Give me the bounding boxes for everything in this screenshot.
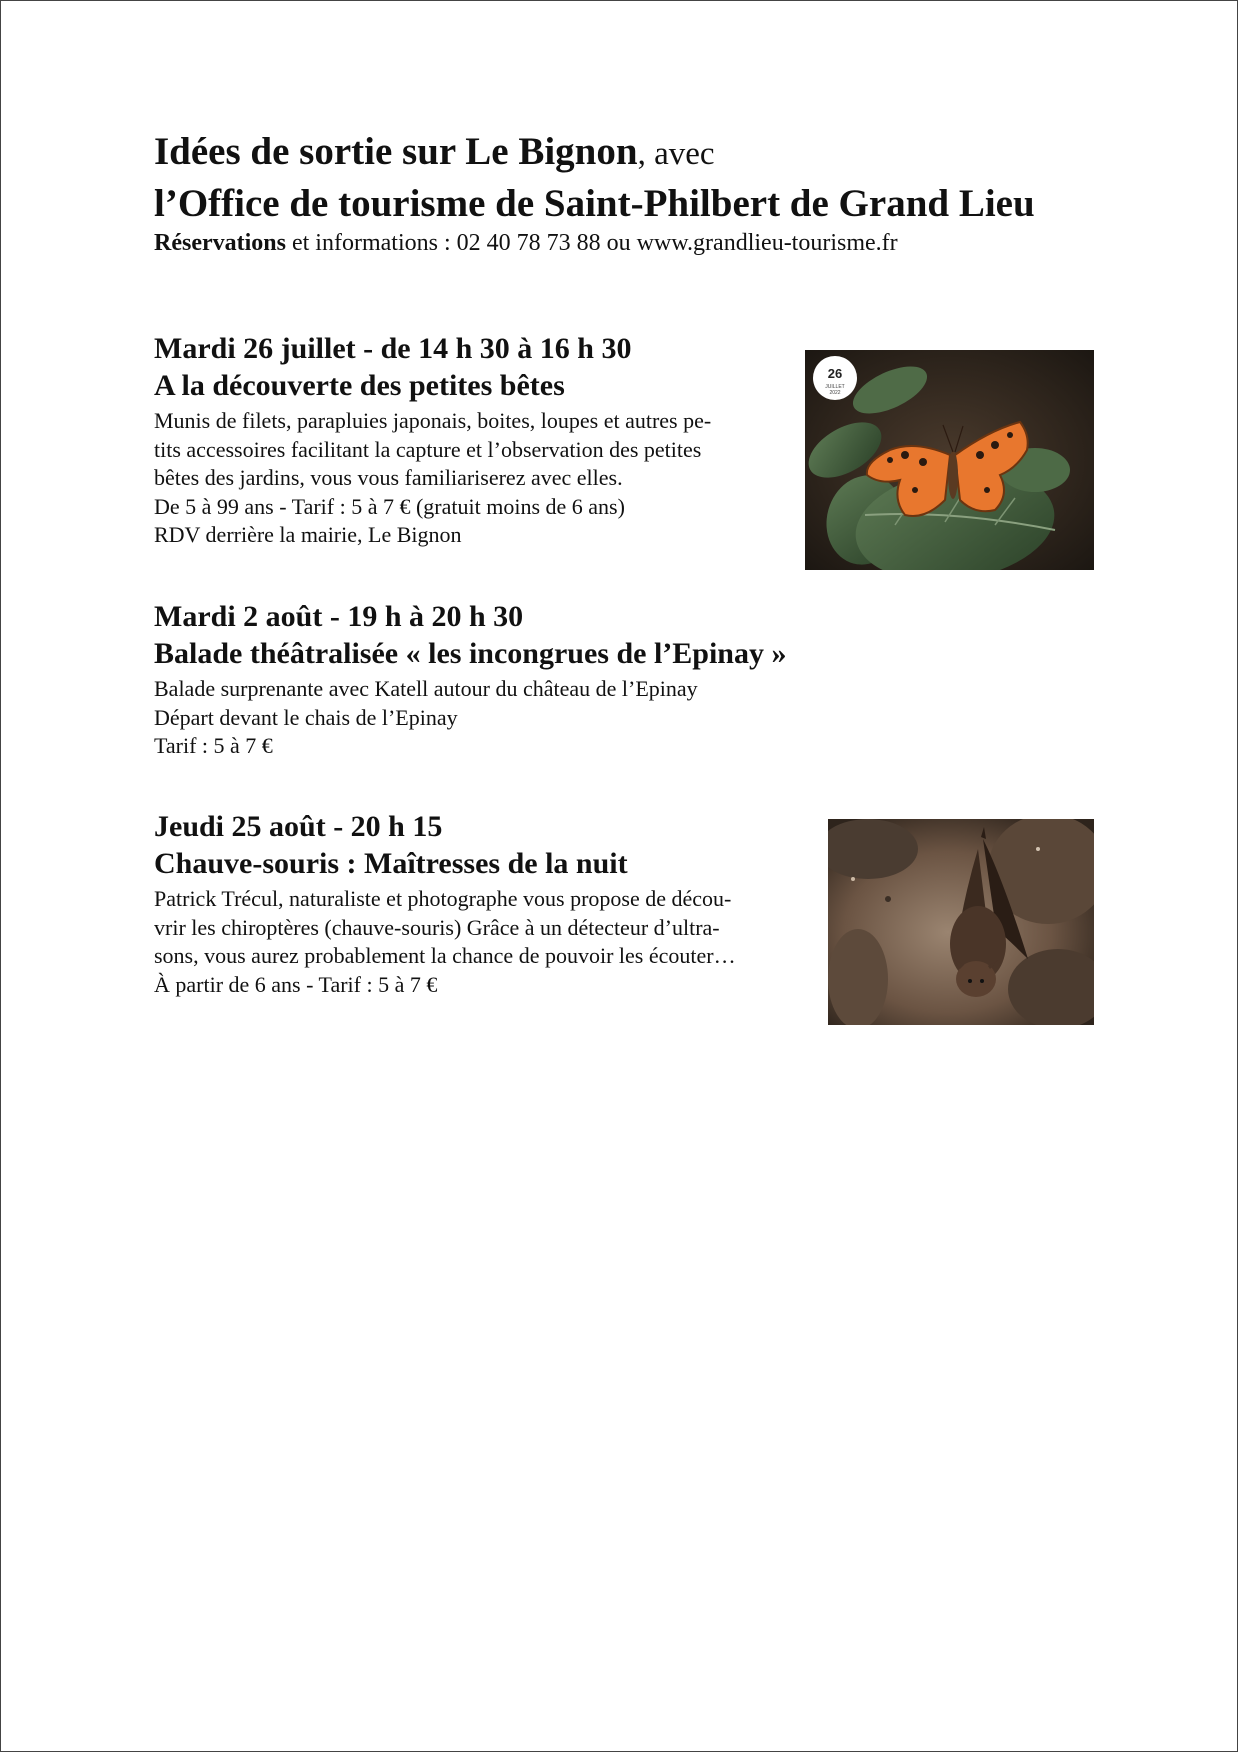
event-title: Balade théâtralisée « les incongrues de l’Epinay » [154, 637, 787, 670]
event-line: Patrick Trécul, naturaliste et photographe vous propose de décou- [154, 886, 732, 911]
event-line: Munis de filets, parapluies japonais, boites, loupes et autres pe- [154, 408, 712, 433]
event-date: Mardi 26 juillet - de 14 h 30 à 16 h 30 [154, 332, 632, 365]
event-line: Balade surprenante avec Katell autour du château de l’Epinay [154, 676, 698, 701]
event-line: bêtes des jardins, vous vous familiariserez avec elles. [154, 465, 623, 490]
event-2 [154, 599, 787, 761]
svg-text:JUILLET: JUILLET [825, 384, 845, 390]
event-3 [154, 809, 736, 999]
reservation-info [154, 228, 898, 258]
event-date: Jeudi 25 août - 20 h 15 [154, 810, 443, 843]
title-bold-part: Idées de sortie sur Le Bignon [154, 130, 638, 173]
event-line: tits accessoires facilitant la capture et l’observation des petites [154, 436, 702, 462]
reservation-label: Réservations [154, 230, 286, 256]
event-title: Chauve-souris : Maîtresses de la nuit [154, 847, 628, 880]
event-date: Mardi 2 août - 19 h à 20 h 30 [154, 600, 524, 633]
svg-text:26: 26 [827, 366, 843, 381]
butterfly-photo [805, 350, 1094, 570]
event-line: sons, vous aurez probablement la chance de pouvoir les écouter… [154, 943, 736, 968]
event-title: A la découverte des petites bêtes [154, 369, 565, 402]
event-line: Départ devant le chais de l’Epinay [154, 704, 458, 730]
event-description [154, 675, 787, 761]
event-line: vrir les chiroptères (chauve-souris) Grâce à un détecteur d’ultra- [154, 914, 720, 940]
event-line: Tarif : 5 à 7 € [154, 733, 273, 758]
event-description [154, 885, 736, 999]
event-description [154, 407, 711, 550]
svg-text:2022: 2022 [829, 390, 841, 396]
page-title [154, 129, 715, 177]
date-badge-icon [813, 356, 857, 400]
event-line: À partir de 6 ans - Tarif : 5 à 7 € [154, 971, 438, 997]
event-line: RDV derrière la mairie, Le Bignon [154, 522, 462, 547]
title-normal-part: , avec [637, 136, 715, 172]
reservation-contact: et informations : 02 40 78 73 88 ou www.grandlieu-tourisme.fr [285, 230, 898, 256]
page-subtitle: l’Office de tourisme de Saint-Philbert de Grand Lieu [154, 182, 1035, 225]
event-1 [154, 331, 711, 550]
event-line: De 5 à 99 ans - Tarif : 5 à 7 € (gratuit moins de 6 ans) [154, 493, 625, 519]
bat-photo [828, 819, 1094, 1025]
